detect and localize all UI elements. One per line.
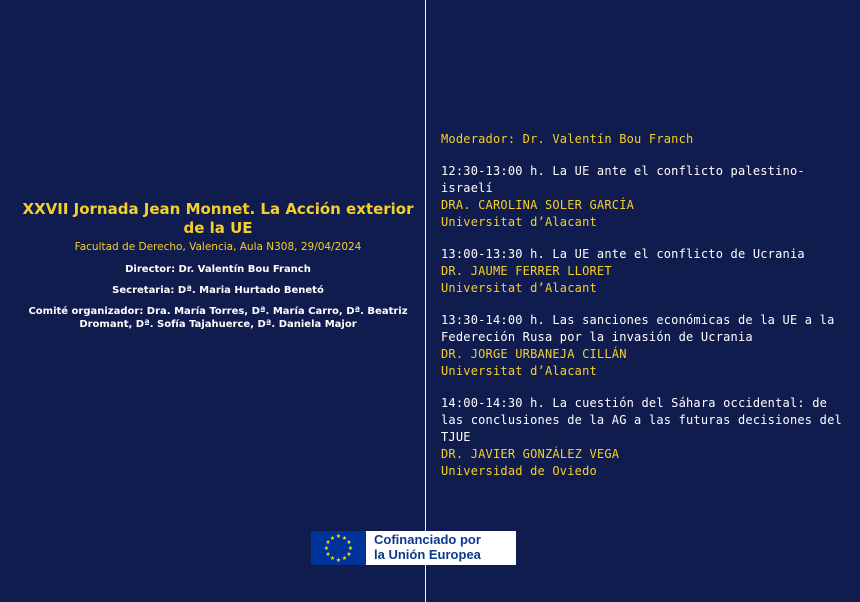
secretary: Secretaria: Dª. Maria Hurtado Benetó (112, 285, 324, 296)
program (441, 131, 846, 495)
session-item (441, 312, 846, 380)
session-speaker: DR. JAVIER GONZÁLEZ VEGA (441, 447, 620, 461)
session-item (441, 246, 846, 297)
event-location-date: Facultad de Derecho, Valencia, Aula N308, 29/04/2024 (74, 241, 362, 253)
event-title: XXVII Jornada Jean Monnet. La Acción exterior de la UE (22, 200, 414, 237)
session-item (441, 395, 846, 480)
eu-text-line1: Cofinanciado por (374, 532, 481, 547)
eu-cofunding-badge (311, 531, 516, 565)
eu-flag-icon: ★ ★ ★ ★ ★ ★ ★ ★ ★ ★ ★ ★ (311, 531, 366, 565)
vertical-divider (425, 0, 426, 602)
session-affiliation: Universitat d’Alacant (441, 281, 597, 295)
session-title: 14:00-14:30 h. La cuestión del Sáhara occidental: de las conclusiones de la AG a las futuras decisiones del TJUE (441, 396, 842, 444)
eu-cofunding-text (366, 531, 481, 565)
session-title: 13:00-13:30 h. La UE ante el conflicto de Ucrania (441, 247, 805, 261)
session-speaker: DR. JORGE URBANEJA CILLÁN (441, 347, 627, 361)
session-title: 13:30-14:00 h. Las sanciones económicas de la UE a la Federeción Rusa por la invasión de Ucrania (441, 313, 835, 344)
session-affiliation: Universidad de Oviedo (441, 464, 597, 478)
session-speaker: DR. JAUME FERRER LLORET (441, 264, 612, 278)
session-affiliation: Universitat d’Alacant (441, 364, 597, 378)
event-info (14, 200, 422, 339)
session-affiliation: Universitat d’Alacant (441, 215, 597, 229)
organizing-committee: Comité organizador: Dra. María Torres, Dª. María Carro, Dª. Beatriz Dromant, Dª. Sofía Tajahuerce, Dª. Daniela Major (28, 306, 408, 330)
eu-text-line2: la Unión Europea (374, 546, 481, 562)
session-speaker: DRA. CAROLINA SOLER GARCÍA (441, 198, 635, 212)
session-item (441, 163, 846, 231)
director: Director: Dr. Valentín Bou Franch (125, 264, 311, 275)
moderator: Moderador: Dr. Valentín Bou Franch (441, 132, 694, 146)
session-title: 12:30-13:00 h. La UE ante el conflicto palestino-israelí (441, 164, 805, 195)
